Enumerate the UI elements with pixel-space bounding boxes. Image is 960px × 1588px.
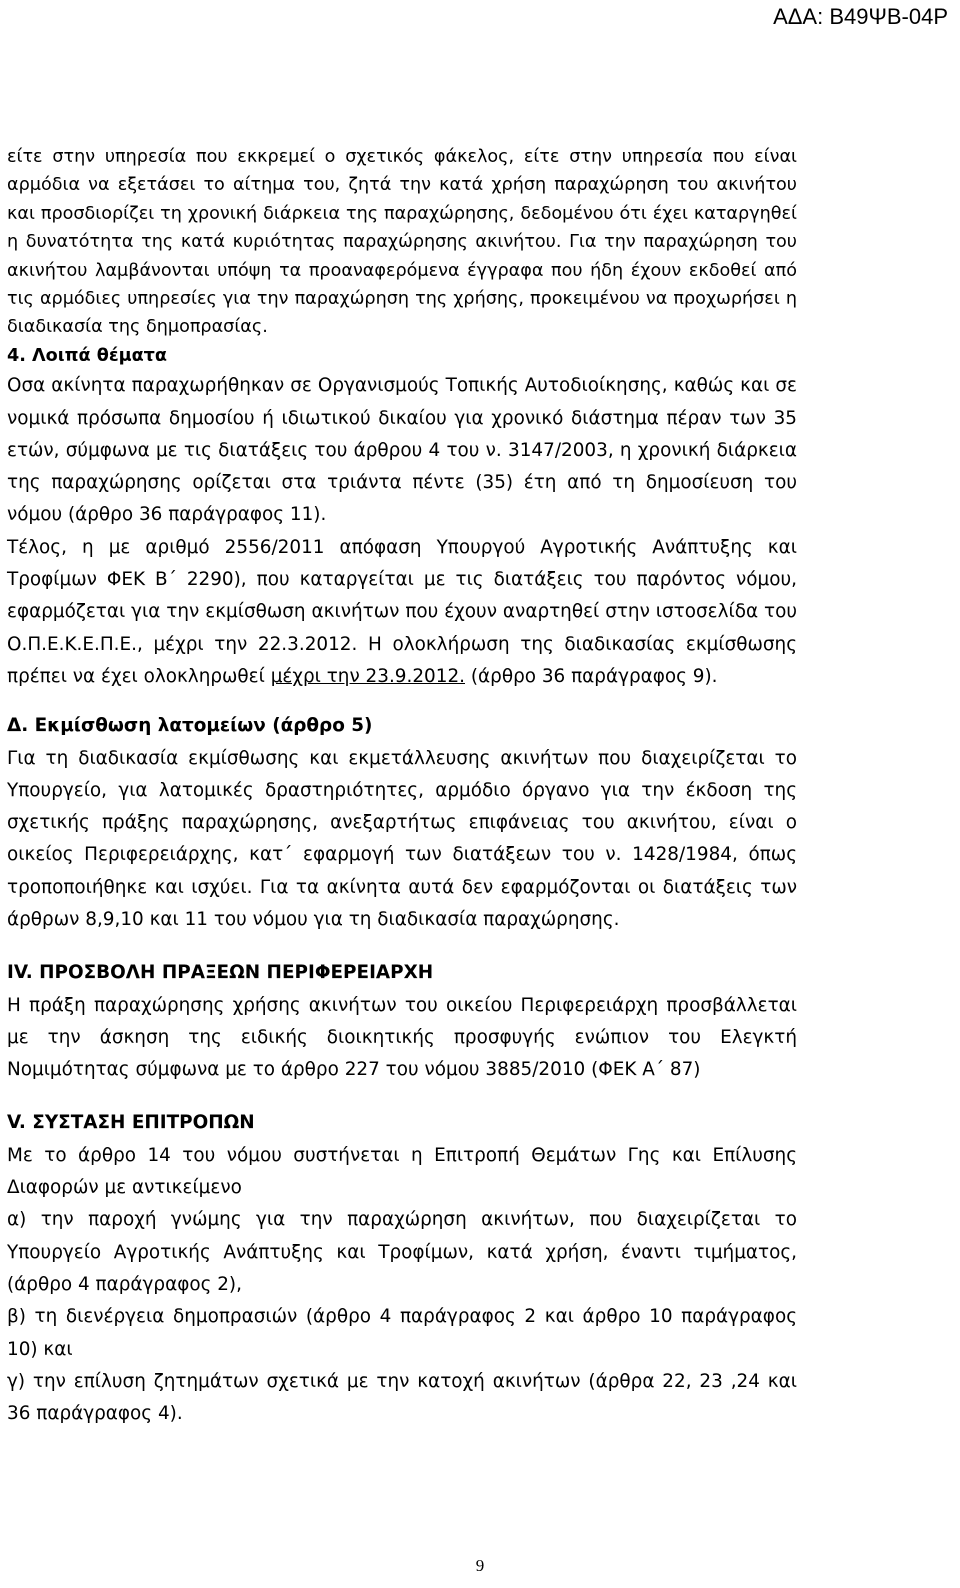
heading-committees: V. ΣΥΣΤΑΣΗ ΕΠΙΤΡΟΠΩΝ [7,1112,255,1134]
paragraph-committee-establishment: Με το άρθρο 14 του νόμου συστήνεται η Επιτροπή Θεμάτων Γης και Επίλυσης Διαφορών με αντικείμενο [7,1144,797,1199]
heading-other-matters: 4. Λοιπά θέματα [7,345,167,366]
paragraph-local-government-properties: Οσα ακίνητα παραχωρήθηκαν σε Οργανισμούς Τοπικής Αυτοδιοίκησης, καθώς και σε νομικά πρόσωπα δημοσίου ή ιδιωτικού δικαίου για χρονικό διάστημα πέραν των 35 ετών, σύμφωνα με τις διατάξεις του άρθρου 4 του ν. 3147/2003, η χρονική διάρκεια της παραχώρησης ορίζεται στα τριάντα πέντε (35) έτη από τη δημοσίευση του νόμου (άρθρο 36 παράγραφος 11). [7,375,797,526]
list-item-c: γ) την επίλυση ζητημάτων σχετικά με την κατοχή ακινήτων (άρθρα 22, 23 ,24 και 36 παράγραφος 4). [7,1370,797,1425]
ada-code: ΑΔΑ: Β49ΨΒ-04Ρ [773,4,948,29]
document-body [7,143,797,1430]
article-reference: (άρθρο 36 παράγραφος 9). [465,665,718,687]
page-number: 9 [475,1556,485,1575]
list-item-a: α) την παροχή γνώμης για την παραχώρηση ακινήτων, που διαχειρίζεται το Υπουργείο Αγροτικής Ανάπτυξης και Τροφίμων, κατά χρήση, έναντι τιμήματος, (άρθρο 4 παράγραφος 2), [7,1209,797,1295]
heading-quarry-lease: Δ. Εκμίσθωση λατομείων (άρθρο 5) [7,715,373,737]
list-item-b: β) τη διενέργεια δημοπρασιών (άρθρο 4 παράγραφος 2 και άρθρο 10 παράγραφος 10) και [7,1306,797,1360]
paragraph-appeal-of-acts: Η πράξη παραχώρησης χρήσης ακινήτων του οικείου Περιφερειάρχη προσβάλλεται με την άσκηση της ειδικής διοικητικής προσφυγής ενώπιον του Ελεγκτή Νομιμότητας σύμφωνα με το άρθρο 227 του νόμου 3885/2010 (ΦΕΚ Α΄ 87) [7,994,797,1081]
paragraph-decision-2556 [7,532,797,693]
decision-text: Τέλος, η με αριθμό 2556/2011 απόφαση Υπουργού Αγροτικής Ανάπτυξης και Τροφίμων ΦΕΚ Β΄ 2290), που καταργείται με τις διατάξεις του παρόντος νόμου, εφαρμόζεται για την εκμίσθωση ακινήτων που έχουν αναρτηθεί στην ιστοσελίδα του Ο.Π.Ε.Κ.Ε.Π.Ε., μέχρι την 22.3.2012. Η ολοκλήρωση της διαδικασίας εκμίσθωσης πρέπει να έχει ολοκληρωθεί [7,536,797,687]
paragraph-property-concession: είτε στην υπηρεσία που εκκρεμεί ο σχετικός φάκελος, είτε στην υπηρεσία που είναι αρμόδια να εξετάσει το αίτημα του, ζητά την κατά χρήση παραχώρηση του ακινήτου και προσδιορίζει τη χρονική διάρκεια της παραχώρησης, δεδομένου ότι έχει καταργηθεί η δυνατότητα της κατά κυριότητας παραχώρησης ακινήτου. Για την παραχώρηση του ακινήτου λαμβάνονται υπόψη τα προαναφερόμενα έγγραφα που ήδη έχουν εκδοθεί από τις αρμόδιες υπηρεσίες για την παραχώρηση της χρήσης, προκειμένου να προχωρήσει η διαδικασία της δημοπρασίας. [7,147,797,338]
paragraph-quarry-lease: Για τη διαδικασία εκμίσθωσης και εκμετάλλευσης ακινήτων που διαχειρίζεται το Υπουργείο, για λατομικές δραστηριότητες, αρμόδιο όργανο για την έκδοση της σχετικής πράξης παραχώρησης, ανεξαρτήτως επιφάνειας του ακινήτου, είναι ο οικείος Περιφερειάρχης, κατ΄ εφαρμογή των διατάξεων του ν. 1428/1984, όπως τροποποιήθηκε και ισχύει. Για τα ακίνητα αυτά δεν εφαρμόζονται οι διατάξεις των άρθρων 8,9,10 και 11 του νόμου για τη διαδικασία παραχώρησης. [7,747,797,930]
heading-appeal-of-acts: IV. ΠΡΟΣΒΟΛΗ ΠΡΑΞΕΩΝ ΠΕΡΙΦΕΡΕΙΑΡΧΗ [7,962,434,984]
deadline-underlined: μέχρι την 23.9.2012. [270,665,465,687]
